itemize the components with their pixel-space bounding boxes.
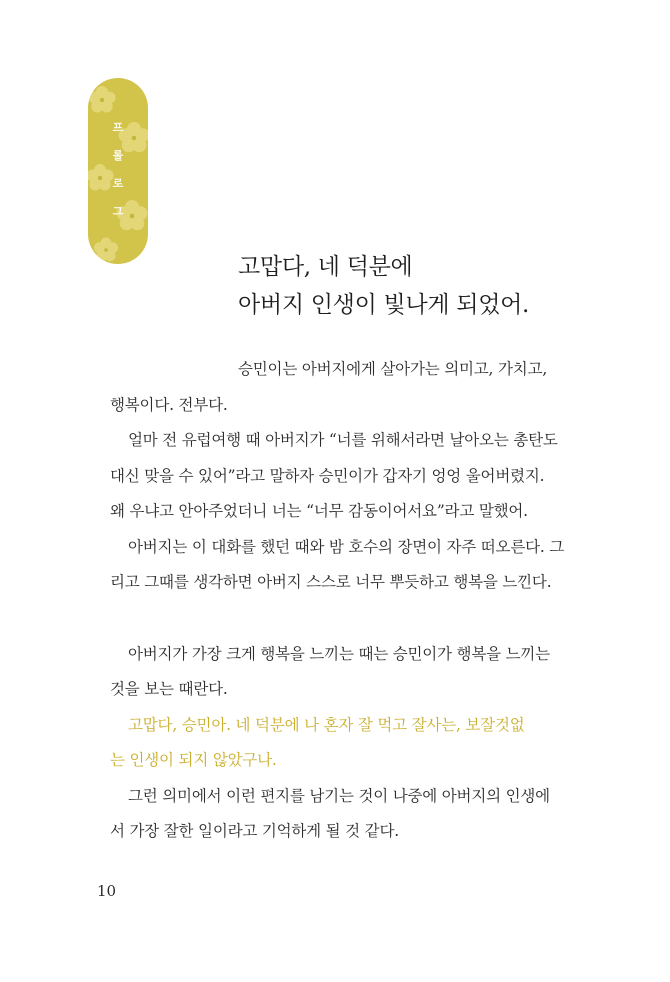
title-line: 아버지 인생이 빛나게 되었어.: [238, 292, 530, 318]
body-line: 것을 보는 때란다.: [110, 680, 228, 698]
body-line: 아버지는 이 대화를 했던 때와 밤 호수의 장면이 자주 떠오른다. 그: [128, 537, 565, 556]
chapter-char: 그: [112, 205, 124, 218]
body-text: [110, 352, 565, 850]
paragraph-spacer: [110, 601, 565, 637]
highlight-line: 고맙다, 승민아. 네 덕분에 나 혼자 잘 먹고 잘사는, 보잘것없: [128, 715, 525, 734]
body-line: 얼마 전 유럽여행 때 아버지가 “너를 위해서라면 날아오는 총탄도: [128, 431, 558, 449]
chapter-char: 로: [112, 177, 124, 190]
chapter-label: [88, 114, 148, 226]
body-line: 그런 의미에서 이런 편지를 남기는 것이 나중에 아버지의 인생에: [128, 786, 550, 805]
body-line: 아버지가 가장 크게 행복을 느끼는 때는 승민이가 행복을 느끼는: [128, 644, 550, 663]
body-line: 왜 우냐고 안아주었더니 너는 “너무 감동이어서요”라고 말했어.: [110, 502, 528, 520]
chapter-char: 프: [112, 121, 124, 134]
chapter-tab: [88, 78, 148, 264]
body-line: 리고 그때를 생각하면 아버지 스스로 너무 뿌듯하고 행복을 느낀다.: [110, 573, 552, 591]
title-line: 고맙다, 네 덕분에: [238, 254, 413, 280]
body-line: 서 가장 잘한 일이라고 기억하게 될 것 같다.: [110, 822, 399, 840]
page-number: 10: [97, 882, 117, 900]
body-line: 대신 맞을 수 있어”라고 말하자 승민이가 갑자기 엉엉 울어버렸지.: [110, 466, 545, 485]
body-line: 행복이다. 전부다.: [110, 395, 228, 414]
highlight-line: 는 인생이 되지 않았구나.: [110, 751, 277, 769]
page-title: [238, 248, 529, 324]
body-line: 승민이는 아버지에게 살아가는 의미고, 가치고,: [238, 360, 548, 378]
chapter-char: 롤: [112, 149, 124, 162]
